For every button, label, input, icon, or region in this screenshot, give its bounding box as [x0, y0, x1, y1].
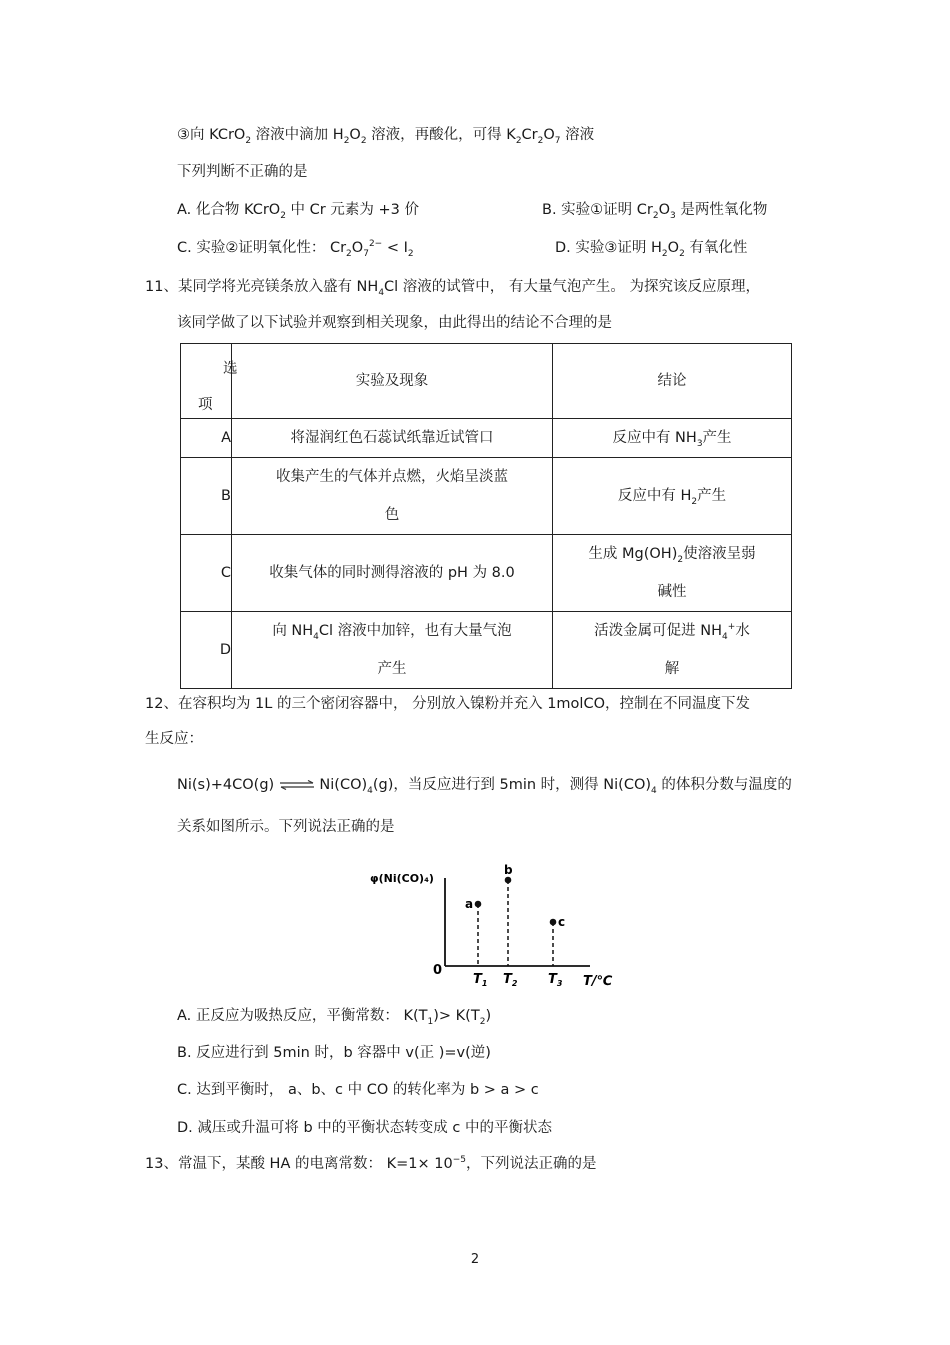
- q11-table: [180, 343, 792, 689]
- q12-option-b: B. 反应进行到 5min 时，b 容器中 v(正 )=v(逆): [177, 1045, 491, 1061]
- q13-stem: 13、常温下，某酸 HA 的电离常数： $K=1\times 10^{-5}$，下列说法正确的是: [145, 1155, 597, 1172]
- y-axis-label: φ(Ni(CO)₄): [370, 872, 434, 885]
- point-label-a: a: [465, 897, 474, 911]
- origin-label: 0: [433, 963, 443, 978]
- equilibrium-arrow-icon: [279, 780, 315, 790]
- header-option: 选 项: [181, 344, 232, 419]
- q12-option-a: A. 正反应为吸热反应，平衡常数： $K(T_1)> K(T_2)$: [177, 1008, 492, 1027]
- table-header-row: [181, 344, 792, 419]
- point-b: [505, 877, 512, 884]
- row-option: C: [181, 535, 232, 612]
- row-experiment: 向 $NH_4Cl$ 溶液中加锌，也有大量气泡 产生: [232, 612, 553, 689]
- table-row: [181, 535, 792, 612]
- row-conclusion: 反应中有 $NH_3$产生: [553, 419, 792, 458]
- row-conclusion: 生成 $Mg(OH)_2$使溶液呈弱 碱性: [553, 535, 792, 612]
- table-row: [181, 612, 792, 689]
- q12-equation: Ni(s)+4CO(g) $Ni(CO)_4(g)$，当反应进行到 5min 时，测得 $Ni(CO)_4$ 的体积分数与温度的: [177, 777, 792, 796]
- tick-label-t3: $T_3$: [548, 972, 563, 988]
- q11-stem-line2: 该同学做了以下试验并观察到相关现象，由此得出的结论不合理的是: [177, 315, 612, 331]
- row-conclusion: 活泼金属可促进 $NH_4^+$水 解: [553, 612, 792, 689]
- x-axis-label: T/℃: [583, 974, 613, 988]
- row-option: D: [181, 612, 232, 689]
- row-option: B: [181, 458, 232, 535]
- q12-option-d: D. 减压或升温可将 b 中的平衡状态转变成 c 中的平衡状态: [177, 1120, 552, 1136]
- q11-stem-line1: 11、某同学将光亮镁条放入盛有 $NH_4Cl$ 溶液的试管中， 有大量气泡产生。 为探究该反应原理，: [145, 279, 761, 298]
- point-c: [550, 919, 557, 926]
- point-label-b: b: [504, 863, 513, 877]
- q12-figure: [365, 858, 635, 988]
- header-experiment: 实验及现象: [232, 344, 553, 419]
- row-option: A: [181, 419, 232, 458]
- table-row: [181, 419, 792, 458]
- point-a: [475, 901, 482, 908]
- header-conclusion: 结论: [553, 344, 792, 419]
- q12-stem-line1: 12、在容积均为 1L 的三个密闭容器中， 分别放入镍粉并充入 1molCO，控制在不同温度下发: [145, 696, 750, 712]
- q12-stem-line3: 关系如图所示。下列说法正确的是: [177, 819, 395, 835]
- row-experiment: 将湿润红色石蕊试纸靠近试管口: [232, 419, 553, 458]
- row-experiment: 收集气体的同时测得溶液的 pH 为 8.0: [232, 535, 553, 612]
- q10-option-b: B. 实验①证明 $Cr_2O_3$ 是两性氧化物: [542, 202, 768, 221]
- q10-prompt: 下列判断不正确的是: [177, 164, 308, 180]
- tick-label-t2: $T_2$: [503, 972, 518, 988]
- q10-item3: ③向 KCrO$_2$ 溶液中滴加 $H_2O_2$ 溶液，再酸化，可得 $K_2Cr_2O_7$ 溶液: [177, 127, 595, 146]
- q12-option-c: C. 达到平衡时， a、b、c 中 CO 的转化率为 b > a > c: [177, 1082, 539, 1098]
- tick-label-t1: $T_1$: [473, 972, 488, 988]
- table-row: [181, 458, 792, 535]
- row-experiment: 收集产生的气体并点燃，火焰呈淡蓝 色: [232, 458, 553, 535]
- q12-stem-line2: 生反应：: [145, 731, 203, 747]
- q10-option-c: C. 实验②证明氧化性： $Cr_2O_7^{2-} < I_2$: [177, 239, 414, 259]
- q10-option-a: A. 化合物 KCrO$_2$ 中 Cr 元素为 +3 价: [177, 202, 419, 221]
- row-conclusion: 反应中有 $H_2$产生: [553, 458, 792, 535]
- page-number: 2: [470, 1252, 480, 1267]
- point-label-c: c: [558, 915, 566, 929]
- q10-option-d: D. 实验③证明 $H_2O_2$ 有氧化性: [555, 240, 748, 259]
